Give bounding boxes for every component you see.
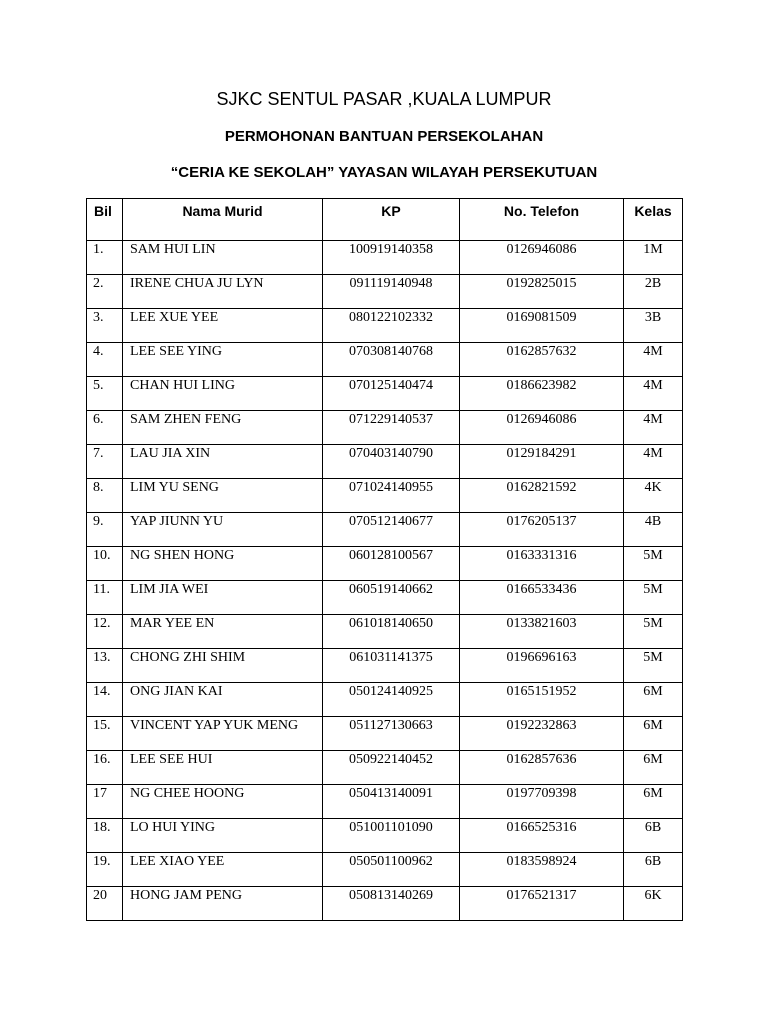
cell-kp: 070125140474 bbox=[323, 377, 460, 411]
cell-no-telefon: 0176521317 bbox=[460, 887, 624, 921]
cell-nama-murid: LAU JIA XIN bbox=[123, 445, 323, 479]
column-header-kelas: Kelas bbox=[624, 199, 683, 241]
cell-kelas: 6M bbox=[624, 717, 683, 751]
student-table bbox=[86, 198, 683, 921]
cell-nama-murid: NG CHEE HOONG bbox=[123, 785, 323, 819]
cell-nama-murid: LEE SEE YING bbox=[123, 343, 323, 377]
cell-kp: 050501100962 bbox=[323, 853, 460, 887]
table-row bbox=[87, 683, 683, 717]
cell-kelas: 6B bbox=[624, 819, 683, 853]
table-row bbox=[87, 581, 683, 615]
cell-bil: 2. bbox=[87, 275, 123, 309]
cell-kp: 071024140955 bbox=[323, 479, 460, 513]
table-header-row bbox=[87, 199, 683, 241]
cell-no-telefon: 0162857632 bbox=[460, 343, 624, 377]
cell-nama-murid: LIM JIA WEI bbox=[123, 581, 323, 615]
cell-kp: 070308140768 bbox=[323, 343, 460, 377]
cell-kp: 050813140269 bbox=[323, 887, 460, 921]
cell-no-telefon: 0126946086 bbox=[460, 241, 624, 275]
cell-nama-murid: IRENE CHUA JU LYN bbox=[123, 275, 323, 309]
cell-no-telefon: 0183598924 bbox=[460, 853, 624, 887]
cell-no-telefon: 0162857636 bbox=[460, 751, 624, 785]
table-row bbox=[87, 377, 683, 411]
cell-kelas: 1M bbox=[624, 241, 683, 275]
cell-bil: 14. bbox=[87, 683, 123, 717]
cell-nama-murid: LEE XUE YEE bbox=[123, 309, 323, 343]
cell-no-telefon: 0192825015 bbox=[460, 275, 624, 309]
program-title: “CERIA KE SEKOLAH” YAYASAN WILAYAH PERSEKUTUAN bbox=[170, 164, 598, 181]
cell-kelas: 4M bbox=[624, 343, 683, 377]
table-row bbox=[87, 275, 683, 309]
cell-kp: 061018140650 bbox=[323, 615, 460, 649]
cell-no-telefon: 0197709398 bbox=[460, 785, 624, 819]
table-row bbox=[87, 751, 683, 785]
cell-bil: 16. bbox=[87, 751, 123, 785]
cell-kelas: 5M bbox=[624, 615, 683, 649]
cell-bil: 18. bbox=[87, 819, 123, 853]
cell-bil: 1. bbox=[87, 241, 123, 275]
cell-nama-murid: SAM ZHEN FENG bbox=[123, 411, 323, 445]
cell-kp: 070512140677 bbox=[323, 513, 460, 547]
table-row bbox=[87, 819, 683, 853]
cell-nama-murid: ONG JIAN KAI bbox=[123, 683, 323, 717]
cell-no-telefon: 0166533436 bbox=[460, 581, 624, 615]
table-row bbox=[87, 479, 683, 513]
table-row bbox=[87, 649, 683, 683]
cell-nama-murid: LEE XIAO YEE bbox=[123, 853, 323, 887]
cell-no-telefon: 0166525316 bbox=[460, 819, 624, 853]
cell-kp: 091119140948 bbox=[323, 275, 460, 309]
column-header-kp: KP bbox=[323, 199, 460, 241]
cell-bil: 15. bbox=[87, 717, 123, 751]
table-row bbox=[87, 241, 683, 275]
cell-bil: 8. bbox=[87, 479, 123, 513]
table-row bbox=[87, 785, 683, 819]
cell-no-telefon: 0192232863 bbox=[460, 717, 624, 751]
cell-nama-murid: LEE SEE HUI bbox=[123, 751, 323, 785]
table-row bbox=[87, 513, 683, 547]
cell-kp: 100919140358 bbox=[323, 241, 460, 275]
cell-kp: 051127130663 bbox=[323, 717, 460, 751]
cell-kelas: 4M bbox=[624, 411, 683, 445]
cell-no-telefon: 0169081509 bbox=[460, 309, 624, 343]
cell-kp: 061031141375 bbox=[323, 649, 460, 683]
table-row bbox=[87, 309, 683, 343]
cell-no-telefon: 0186623982 bbox=[460, 377, 624, 411]
cell-kelas: 6B bbox=[624, 853, 683, 887]
cell-bil: 3. bbox=[87, 309, 123, 343]
cell-no-telefon: 0196696163 bbox=[460, 649, 624, 683]
cell-kp: 070403140790 bbox=[323, 445, 460, 479]
cell-kelas: 6M bbox=[624, 751, 683, 785]
cell-kp: 050413140091 bbox=[323, 785, 460, 819]
cell-kelas: 6K bbox=[624, 887, 683, 921]
column-header-no-telefon: No. Telefon bbox=[460, 199, 624, 241]
table-row bbox=[87, 887, 683, 921]
cell-kp: 051001101090 bbox=[323, 819, 460, 853]
cell-nama-murid: HONG JAM PENG bbox=[123, 887, 323, 921]
cell-kelas: 6M bbox=[624, 785, 683, 819]
cell-no-telefon: 0162821592 bbox=[460, 479, 624, 513]
cell-no-telefon: 0133821603 bbox=[460, 615, 624, 649]
cell-nama-murid: NG SHEN HONG bbox=[123, 547, 323, 581]
cell-nama-murid: LO HUI YING bbox=[123, 819, 323, 853]
cell-no-telefon: 0176205137 bbox=[460, 513, 624, 547]
table-row bbox=[87, 445, 683, 479]
table-row bbox=[87, 853, 683, 887]
cell-bil: 9. bbox=[87, 513, 123, 547]
cell-kelas: 3B bbox=[624, 309, 683, 343]
cell-bil: 4. bbox=[87, 343, 123, 377]
cell-kp: 080122102332 bbox=[323, 309, 460, 343]
cell-kelas: 5M bbox=[624, 547, 683, 581]
cell-bil: 7. bbox=[87, 445, 123, 479]
cell-bil: 10. bbox=[87, 547, 123, 581]
column-header-nama-murid: Nama Murid bbox=[123, 199, 323, 241]
cell-kelas: 4M bbox=[624, 445, 683, 479]
cell-no-telefon: 0126946086 bbox=[460, 411, 624, 445]
cell-nama-murid: LIM YU SENG bbox=[123, 479, 323, 513]
cell-nama-murid: VINCENT YAP YUK MENG bbox=[123, 717, 323, 751]
cell-nama-murid: CHAN HUI LING bbox=[123, 377, 323, 411]
cell-no-telefon: 0129184291 bbox=[460, 445, 624, 479]
table-row bbox=[87, 717, 683, 751]
school-title: SJKC SENTUL PASAR ,KUALA LUMPUR bbox=[216, 89, 552, 109]
cell-bil: 19. bbox=[87, 853, 123, 887]
table-row bbox=[87, 411, 683, 445]
cell-bil: 6. bbox=[87, 411, 123, 445]
table-row bbox=[87, 547, 683, 581]
cell-nama-murid: YAP JIUNN YU bbox=[123, 513, 323, 547]
cell-kelas: 2B bbox=[624, 275, 683, 309]
cell-no-telefon: 0163331316 bbox=[460, 547, 624, 581]
cell-nama-murid: SAM HUI LIN bbox=[123, 241, 323, 275]
cell-kp: 050922140452 bbox=[323, 751, 460, 785]
cell-bil: 12. bbox=[87, 615, 123, 649]
cell-kelas: 4B bbox=[624, 513, 683, 547]
cell-kelas: 6M bbox=[624, 683, 683, 717]
cell-nama-murid: MAR YEE EN bbox=[123, 615, 323, 649]
cell-bil: 11. bbox=[87, 581, 123, 615]
cell-kp: 071229140537 bbox=[323, 411, 460, 445]
cell-no-telefon: 0165151952 bbox=[460, 683, 624, 717]
document-subtitle: PERMOHONAN BANTUAN PERSEKOLAHAN bbox=[224, 128, 544, 145]
table-row bbox=[87, 615, 683, 649]
cell-kp: 060128100567 bbox=[323, 547, 460, 581]
cell-kelas: 4K bbox=[624, 479, 683, 513]
cell-kelas: 4M bbox=[624, 377, 683, 411]
cell-bil: 13. bbox=[87, 649, 123, 683]
cell-kelas: 5M bbox=[624, 649, 683, 683]
cell-kelas: 5M bbox=[624, 581, 683, 615]
cell-nama-murid: CHONG ZHI SHIM bbox=[123, 649, 323, 683]
cell-bil: 17 bbox=[87, 785, 123, 819]
cell-kp: 050124140925 bbox=[323, 683, 460, 717]
table-row bbox=[87, 343, 683, 377]
column-header-bil: Bil bbox=[87, 199, 123, 241]
cell-bil: 20 bbox=[87, 887, 123, 921]
cell-kp: 060519140662 bbox=[323, 581, 460, 615]
cell-bil: 5. bbox=[87, 377, 123, 411]
